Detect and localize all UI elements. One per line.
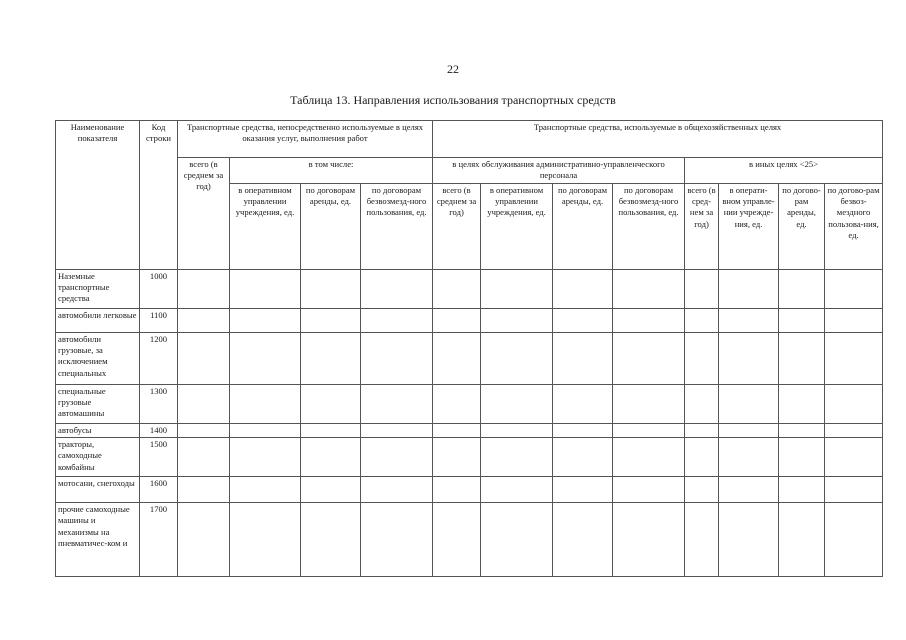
data-cell — [361, 503, 433, 577]
data-cell — [178, 385, 230, 424]
header-other-lease: по догово-рам аренды, ед. — [779, 184, 825, 270]
data-cell — [178, 270, 230, 309]
data-cell — [230, 385, 301, 424]
data-cell — [825, 503, 883, 577]
header-admin-total: всего (в среднем за год) — [433, 184, 481, 270]
data-cell — [481, 477, 553, 503]
data-cell — [613, 424, 685, 438]
data-cell — [825, 477, 883, 503]
data-cell — [779, 477, 825, 503]
data-cell — [779, 438, 825, 477]
data-cell — [825, 309, 883, 333]
data-cell — [779, 385, 825, 424]
data-cell — [685, 503, 719, 577]
data-cell — [553, 270, 613, 309]
row-code: 1200 — [140, 333, 178, 385]
header-other-free-use: по догово-рам безвоз-мездного пользова-ния, ед. — [825, 184, 883, 270]
data-cell — [825, 385, 883, 424]
data-cell — [481, 309, 553, 333]
table-row — [56, 333, 883, 385]
data-cell — [433, 438, 481, 477]
data-cell — [433, 385, 481, 424]
row-name: автомобили легковые — [56, 309, 140, 333]
data-cell — [361, 438, 433, 477]
data-cell — [301, 333, 361, 385]
header-admin-group: в целях обслуживания административно-управленческого персонала — [433, 158, 685, 184]
header-indicator-name: Наименование показателя — [56, 121, 140, 270]
table-row — [56, 503, 883, 577]
data-cell — [553, 309, 613, 333]
row-name: автобусы — [56, 424, 140, 438]
row-code: 1700 — [140, 503, 178, 577]
row-code: 1300 — [140, 385, 178, 424]
data-cell — [230, 477, 301, 503]
header-admin-operational: в оперативном управлении учреждения, ед. — [481, 184, 553, 270]
data-cell — [779, 270, 825, 309]
data-cell — [361, 424, 433, 438]
header-other-total: всего (в сред-нем за год) — [685, 184, 719, 270]
row-code: 1000 — [140, 270, 178, 309]
header-admin-lease: по договорам аренды, ед. — [553, 184, 613, 270]
data-cell — [361, 333, 433, 385]
data-cell — [719, 477, 779, 503]
data-cell — [178, 424, 230, 438]
data-cell — [719, 333, 779, 385]
data-cell — [230, 309, 301, 333]
data-cell — [301, 503, 361, 577]
data-cell — [779, 424, 825, 438]
data-cell — [719, 385, 779, 424]
data-cell — [301, 424, 361, 438]
data-cell — [685, 309, 719, 333]
data-cell — [481, 438, 553, 477]
data-cell — [481, 424, 553, 438]
data-cell — [433, 333, 481, 385]
data-cell — [613, 503, 685, 577]
data-cell — [433, 503, 481, 577]
data-cell — [481, 333, 553, 385]
data-cell — [178, 309, 230, 333]
header-admin-free-use: по договорам безвозмезд-ного пользования, ед. — [613, 184, 685, 270]
data-cell — [301, 438, 361, 477]
row-code: 1600 — [140, 477, 178, 503]
row-code: 1100 — [140, 309, 178, 333]
data-cell — [361, 385, 433, 424]
data-cell — [685, 438, 719, 477]
data-cell — [825, 438, 883, 477]
table-row — [56, 309, 883, 333]
header-other-group: в иных целях <25> — [685, 158, 883, 184]
row-code: 1500 — [140, 438, 178, 477]
data-cell — [481, 270, 553, 309]
header-direct-free-use: по договорам безвозмезд-ного пользования, ед. — [361, 184, 433, 270]
data-cell — [825, 424, 883, 438]
data-cell — [230, 333, 301, 385]
data-cell — [481, 385, 553, 424]
data-cell — [779, 309, 825, 333]
data-cell — [779, 333, 825, 385]
row-name: Наземные транспортные средства — [56, 270, 140, 309]
data-cell — [178, 477, 230, 503]
header-general-group: Транспортные средства, используемые в общехозяйственных целях — [433, 121, 883, 158]
data-cell — [230, 424, 301, 438]
data-cell — [685, 385, 719, 424]
data-cell — [553, 424, 613, 438]
data-cell — [230, 270, 301, 309]
data-cell — [301, 270, 361, 309]
data-cell — [719, 309, 779, 333]
data-cell — [553, 438, 613, 477]
data-cell — [433, 424, 481, 438]
data-cell — [613, 438, 685, 477]
data-cell — [719, 438, 779, 477]
page-number: 22 — [447, 62, 459, 76]
table-row — [56, 270, 883, 309]
data-cell — [613, 309, 685, 333]
row-name: автомобили грузовые, за исключением специальных — [56, 333, 140, 385]
data-cell — [613, 385, 685, 424]
table-row — [56, 438, 883, 477]
data-cell — [685, 333, 719, 385]
transport-usage-table — [55, 120, 883, 577]
row-name: специальные грузовые автомашины — [56, 385, 140, 424]
data-cell — [613, 333, 685, 385]
data-cell — [433, 270, 481, 309]
data-cell — [178, 503, 230, 577]
data-cell — [553, 333, 613, 385]
data-cell — [779, 503, 825, 577]
data-cell — [613, 477, 685, 503]
table-title: Таблица 13. Направления использования транспортных средств — [290, 93, 616, 107]
data-cell — [719, 424, 779, 438]
data-cell — [685, 477, 719, 503]
data-cell — [230, 503, 301, 577]
data-cell — [553, 503, 613, 577]
data-cell — [553, 385, 613, 424]
data-cell — [685, 270, 719, 309]
row-name: тракторы, самоходные комбайны — [56, 438, 140, 477]
data-cell — [433, 477, 481, 503]
data-cell — [825, 333, 883, 385]
header-row-code: Код строки — [140, 121, 178, 270]
header-direct-lease: по договорам аренды, ед. — [301, 184, 361, 270]
header-including: в том числе: — [230, 158, 433, 184]
data-cell — [301, 309, 361, 333]
data-cell — [361, 477, 433, 503]
row-name: мотосани, снегоходы — [56, 477, 140, 503]
table-row — [56, 477, 883, 503]
data-cell — [178, 438, 230, 477]
data-cell — [361, 309, 433, 333]
header-direct-group: Транспортные средства, непосредственно используемые в целях оказания услуг, выполнения работ — [178, 121, 433, 158]
data-cell — [481, 503, 553, 577]
data-cell — [433, 309, 481, 333]
table-row — [56, 424, 883, 438]
header-row-1 — [56, 121, 883, 158]
data-cell — [553, 477, 613, 503]
data-cell — [178, 333, 230, 385]
data-cell — [613, 270, 685, 309]
header-other-operational: в операти-вном управле-нии учрежде-ния, ед. — [719, 184, 779, 270]
data-cell — [719, 503, 779, 577]
row-code: 1400 — [140, 424, 178, 438]
data-cell — [230, 438, 301, 477]
row-name: прочие самоходные машины и механизмы на пневматичес-ком и — [56, 503, 140, 577]
header-row-2 — [56, 158, 883, 184]
table-row — [56, 385, 883, 424]
data-cell — [825, 270, 883, 309]
data-cell — [719, 270, 779, 309]
data-cell — [361, 270, 433, 309]
data-cell — [301, 477, 361, 503]
data-cell — [301, 385, 361, 424]
header-direct-operational: в оперативном управлении учреждения, ед. — [230, 184, 301, 270]
data-cell — [685, 424, 719, 438]
header-direct-total: всего (в среднем за год) — [178, 158, 230, 270]
